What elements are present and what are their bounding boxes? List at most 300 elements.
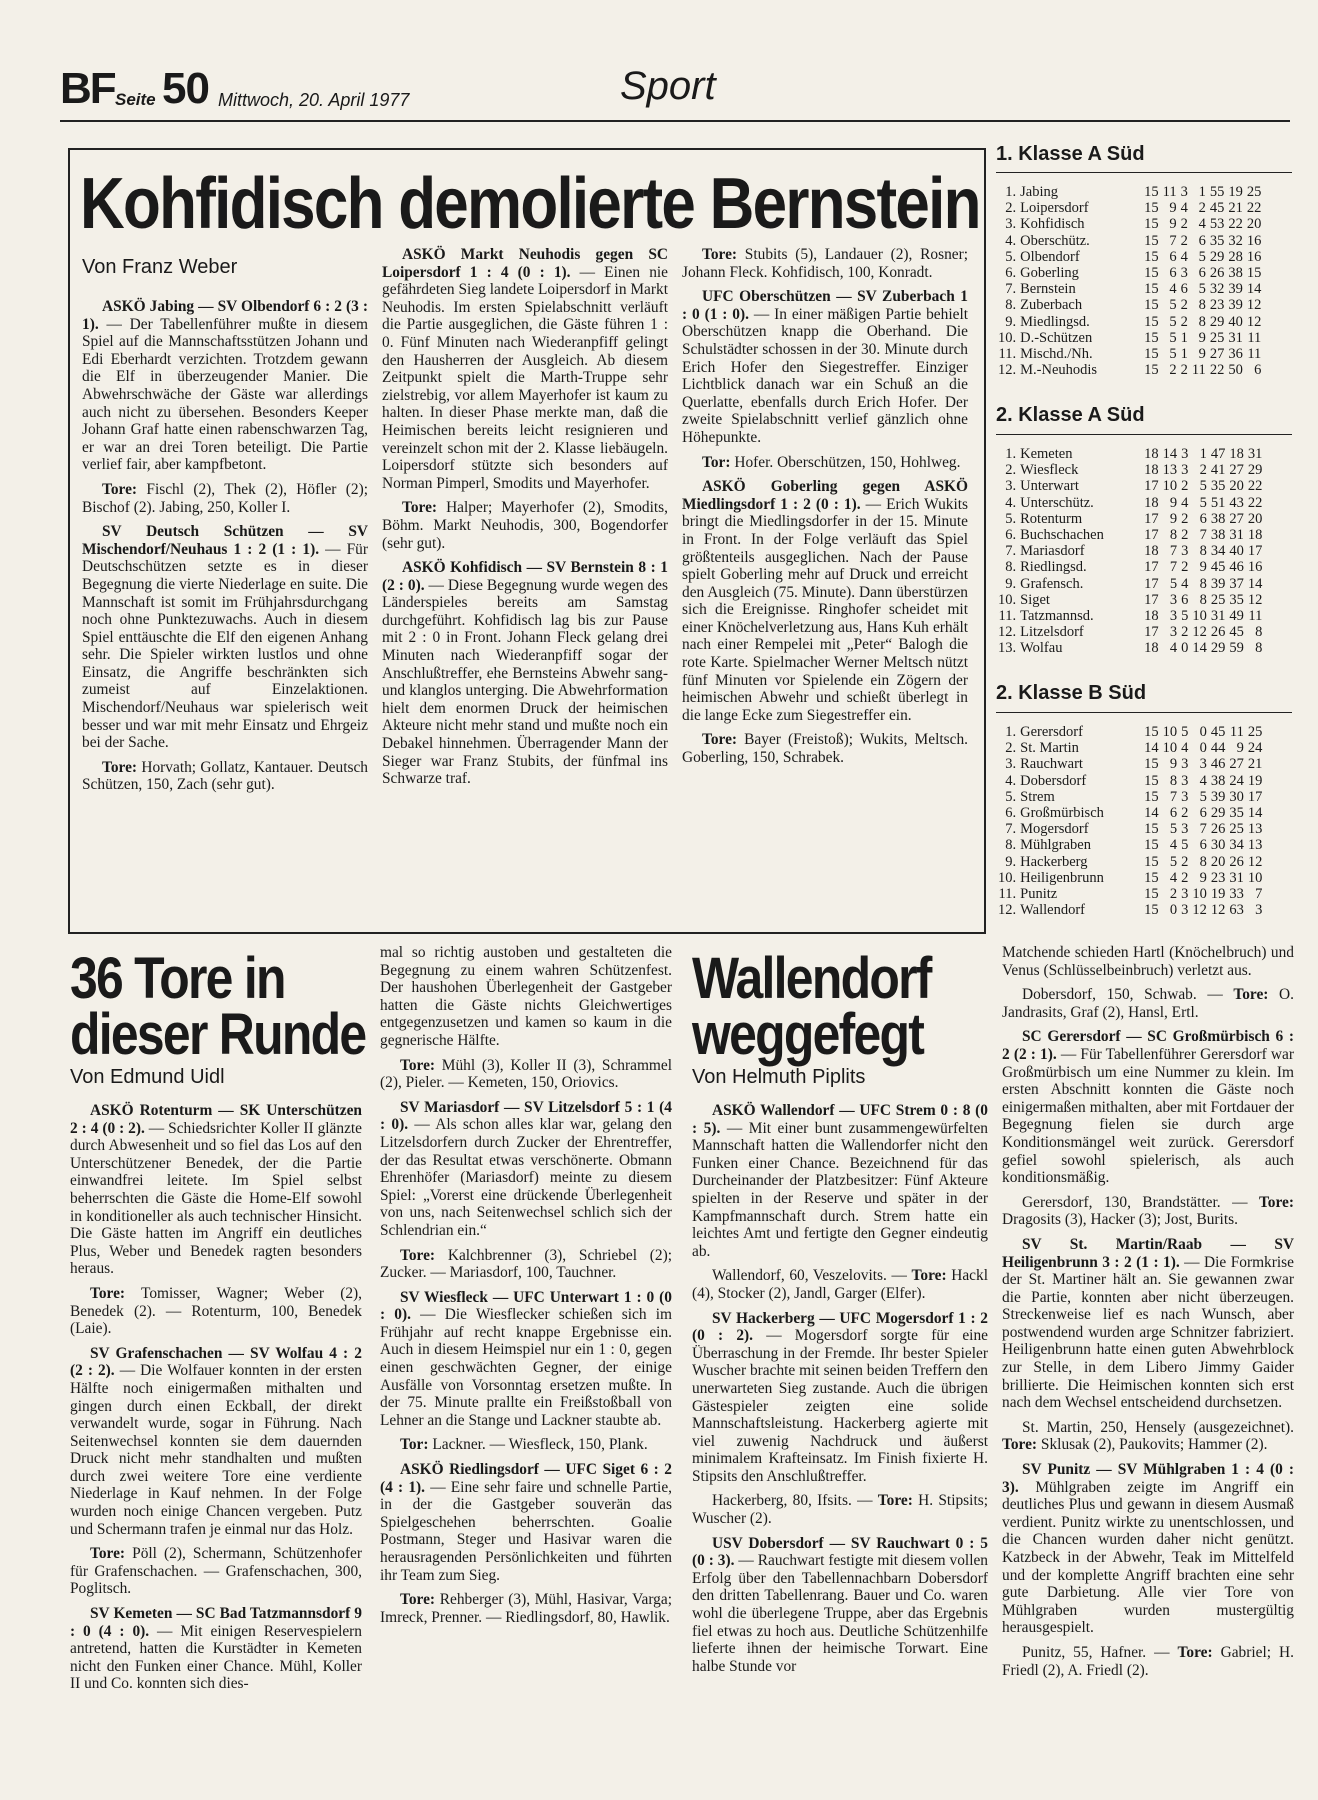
paragraph	[1002, 986, 1294, 1021]
cell-team: Gerersdorf	[1020, 724, 1083, 740]
cell-goals-for: 38	[1210, 772, 1226, 789]
cell-won: 5	[1169, 346, 1177, 363]
table-row	[996, 216, 1263, 232]
cell-won: 3	[1169, 624, 1178, 641]
table-row	[996, 297, 1263, 313]
byline-edmund-uidl: Von Edmund Uidl	[70, 1066, 225, 1088]
cell-lost: 3	[1199, 756, 1207, 773]
table-row	[996, 740, 1264, 756]
cell-goals-against: 19	[1228, 184, 1243, 200]
cell-played: 15	[1144, 821, 1159, 838]
paragraph-text: Mühl (3), Koller II (3), Schrammel (2), Pieler. — Kemeten, 150, Oriovics.	[380, 1056, 672, 1092]
cell-played: 15	[1144, 346, 1159, 363]
cell-lost: 10	[1192, 608, 1207, 625]
paragraph-text: Hofer. Oberschützen, 150, Hohlweg.	[730, 453, 961, 471]
table-row	[996, 265, 1263, 281]
paragraph	[380, 1099, 672, 1240]
cell-goals-for: 47	[1210, 446, 1226, 462]
cell-played: 15	[1144, 772, 1159, 789]
cell-played: 15	[1144, 837, 1159, 854]
table-1-klasse-a-sued	[996, 184, 1263, 378]
table-row	[996, 886, 1264, 902]
paragraph-text: — In einer mäßigen Partie behielt Oberschützen knapp die Oberhand. Die Schulstädter schossen in der 30. Minute durch Erich Hofer den Siegestreffer. Einziger Lichtblick danach war ein Schuß an die Querlatte, ebenfalls durch Erich Hofer. Der zweite Spielabschnitt verlief gänzlich ohne Höhepunkte.	[682, 305, 968, 446]
cell-rank: 3.	[1005, 478, 1017, 495]
cell-played: 15	[1144, 724, 1159, 740]
cell-team: Goberling	[1020, 265, 1079, 282]
cell-goals-for: 29	[1209, 248, 1225, 265]
cell-goals-for: 51	[1210, 494, 1226, 511]
cell-goals-against: 46	[1229, 559, 1244, 576]
cell-rank: 12.	[998, 902, 1017, 919]
paragraph-tail-lead: Tore:	[877, 1492, 913, 1510]
table-row	[996, 608, 1264, 624]
paragraph-lead: Tor:	[702, 453, 731, 471]
table-row	[996, 478, 1264, 494]
cell-points: 11	[1248, 608, 1263, 625]
paragraph-lead: Tore:	[400, 1591, 436, 1609]
cell-lost: 8	[1198, 297, 1206, 314]
cell-points: 17	[1247, 543, 1263, 560]
paragraph-text: Hackerberg, 80, Ifsits. —	[712, 1492, 878, 1510]
cell-played: 15	[1144, 886, 1159, 903]
paragraph-lead: ASKÖ Riedlingsdorf — UFC Siget 6 : 2 (4 : 1).	[380, 1461, 672, 1496]
cell-lost: 9	[1199, 559, 1207, 576]
cell-points: 24	[1247, 740, 1263, 757]
cell-team: M.-Neuhodis	[1020, 362, 1098, 379]
paragraph-tail-lead: Tore:	[1177, 1643, 1213, 1661]
cell-won: 9	[1169, 216, 1177, 233]
cell-lost: 6	[1199, 837, 1207, 854]
paragraph-lead: ASKÖ Jabing — SV Olbendorf 6 : 2 (3 : 1).	[82, 298, 368, 333]
cell-won: 9	[1169, 756, 1178, 773]
cell-points: 8	[1255, 640, 1263, 657]
header-rule	[60, 120, 1290, 122]
cell-won: 5	[1169, 329, 1177, 346]
cell-rank: 4.	[1005, 772, 1017, 789]
cell-goals-for: 12	[1210, 902, 1226, 919]
paragraph	[382, 499, 668, 552]
cell-goals-against: 9	[1236, 740, 1244, 757]
cell-points: 11	[1247, 329, 1262, 346]
cell-lost: 6	[1198, 265, 1206, 282]
cell-lost: 5	[1199, 788, 1207, 805]
cell-drawn: 0	[1181, 640, 1189, 657]
cell-goals-against: 36	[1228, 346, 1243, 363]
paragraph	[692, 1102, 988, 1260]
cell-points: 14	[1247, 805, 1263, 822]
cell-points: 12	[1246, 297, 1262, 314]
cell-points: 7	[1255, 886, 1263, 903]
cell-rank: 5.	[1005, 248, 1017, 265]
cell-goals-for: 23	[1210, 869, 1226, 886]
headline-36-tore-line2: dieser Runde	[70, 1002, 366, 1067]
cell-played: 15	[1144, 297, 1159, 314]
cell-goals-against: 31	[1229, 527, 1244, 544]
paragraph-lead: SV St. Martin/Raab — SV Heiligenbrunn 3 : 2 (1 : 1).	[1002, 1235, 1294, 1271]
cell-won: 7	[1169, 543, 1178, 560]
paragraph-text: — Die Wiesflecker schießen sich im Frühjahr auf recht knappe Ergebnisse ein. Auch in diesem Heimspiel nur ein 1 : 0, gegen einen geschwächten Gegner, der einige Ausfälle von Vorsonntag ersetzen mußte. In der 75. Minute prallte ein Freißstoßball von Lehner an die Stange und Lackner staubte ab.	[380, 1306, 672, 1429]
paragraph-text: — Die Wolfauer konnten in der ersten Hälfte noch einigermaßen mithalten und gingen durch einen Eckball, der direkt verwandelt wurde, sogar in Führung. Nach Seitenwechsel konnten sie dem dauernden Druck nicht mehr standhalten und mußten durch zwei weitere Tore eine verdiente Niederlage in Kauf nehmen. In der Folge wurden noch einige Chancen vergeben. Putz und Schermann trafen je einmal nur das Holz.	[70, 1362, 362, 1538]
cell-drawn: 2	[1181, 478, 1189, 495]
cell-drawn: 3	[1181, 446, 1189, 462]
cell-team: Rauchwart	[1020, 756, 1083, 773]
paragraph	[70, 1102, 362, 1278]
headline-wallendorf-line1: Wallendorf	[692, 946, 931, 1011]
cell-goals-for: 29	[1210, 640, 1226, 657]
table-row	[996, 576, 1264, 592]
paper-logo: BF	[60, 64, 115, 113]
paragraph-text: — Die Formkrise der St. Martiner hält an. Sie gewannen zwar die Partie, konnten aber nicht überzeugen. Streckenweise lief es nach Wunsch, aber postwendend wurden arge Schnitzer fabriziert. Heiligenbrunn hatte einen guten Abwehrblock zur Stelle, in dem Libero Jimmy Gaider brillierte. Die Heimischen konnten sich erst nach dem Wechsel entscheidend durchsetzen.	[1002, 1253, 1294, 1412]
cell-played: 17	[1144, 559, 1159, 576]
cell-goals-for: 22	[1209, 362, 1225, 379]
cell-points: 14	[1247, 575, 1263, 592]
cell-team: St. Martin	[1020, 740, 1079, 757]
cell-drawn: 4	[1180, 200, 1188, 217]
cell-points: 16	[1246, 232, 1262, 249]
paragraph-tail-lead: Tore:	[1233, 986, 1269, 1004]
paragraph-text: Dobersdorf, 150, Schwab. —	[1022, 986, 1234, 1004]
paragraph-lead: SV Punitz — SV Mühlgraben 1 : 4 (0 : 3).	[1002, 1461, 1294, 1496]
cell-rank: 11.	[998, 346, 1017, 363]
cell-lost: 9	[1199, 869, 1207, 886]
cell-won: 7	[1169, 559, 1178, 576]
cell-goals-for: 26	[1210, 624, 1226, 641]
cell-won: 6	[1169, 248, 1177, 265]
article1-column-3	[682, 246, 968, 774]
cell-drawn: 2	[1180, 362, 1188, 379]
cell-drawn: 6	[1180, 281, 1188, 298]
byline-helmuth-piplits: Von Helmuth Piplits	[692, 1066, 866, 1088]
cell-lost: 8	[1199, 853, 1207, 870]
cell-drawn: 2	[1181, 624, 1189, 641]
cell-team: Mariasdorf	[1020, 543, 1085, 560]
cell-lost: 5	[1198, 281, 1206, 298]
paragraph-tail-lead: Tore:	[911, 1267, 947, 1285]
cell-drawn: 3	[1181, 821, 1189, 838]
cell-played: 15	[1144, 313, 1159, 330]
cell-drawn: 4	[1181, 575, 1189, 592]
table-2-klasse-b-sued	[996, 724, 1264, 918]
cell-rank: 7.	[1005, 821, 1017, 838]
cell-lost: 2	[1199, 462, 1207, 479]
cell-lost: 7	[1199, 527, 1207, 544]
cell-rank: 12.	[998, 624, 1017, 641]
paragraph-text: Fischl (2), Thek (2), Höfler (2); Bischof (2). Jabing, 250, Koller I.	[82, 480, 368, 516]
cell-lost: 9	[1198, 329, 1206, 346]
table-row	[996, 624, 1264, 640]
cell-team: Unterwart	[1020, 478, 1079, 495]
paragraph	[380, 1436, 672, 1454]
cell-points: 12	[1247, 853, 1263, 870]
cell-rank: 4.	[1005, 494, 1017, 511]
cell-drawn: 3	[1180, 184, 1188, 200]
cell-goals-against: 25	[1229, 821, 1244, 838]
cell-rank: 11.	[998, 608, 1017, 625]
cell-goals-against: 26	[1229, 853, 1244, 870]
paragraph-lead: ASKÖ Wallendorf — UFC Strem 0 : 8 (0 : 5).	[692, 1102, 988, 1137]
cell-played: 18	[1144, 494, 1159, 511]
paragraph-text: — Mit einer bunt zusammengewürfelten Mannschaft hatten die Wallendorfer nicht den Funken einer Chance. Bezeichnend für das Durcheinander der Platzbesitzer: Fünf Akteure spielten in der Reserve und später in der Kampfmannschaft durch. Strem hatte ein leichtes Amt und fertigte den Gegner eindeutig ab.	[692, 1119, 988, 1260]
paragraph	[380, 1289, 672, 1430]
cell-won: 3	[1169, 608, 1178, 625]
cell-played: 18	[1144, 543, 1159, 560]
paragraph	[382, 559, 668, 788]
cell-goals-against: 30	[1229, 788, 1244, 805]
paragraph	[380, 1591, 672, 1626]
paragraph-text: — Rauchwart festigte mit diesem vollen Erfolg über den Tabellennachbarn Dobersdorf den dritten Tabellenrang. Bauer und Co. waren wohl die überlegene Truppe, aber das Ergebnis fiel etwas zu hoch aus. Deutliche Schützenhilfe lieferte ihnen der heimische Torwart. Eine halbe Stunde vor	[692, 1552, 989, 1675]
cell-goals-for: 55	[1209, 184, 1225, 200]
cell-drawn: 3	[1180, 265, 1188, 282]
cell-drawn: 3	[1181, 886, 1189, 903]
cell-goals-against: 20	[1229, 478, 1244, 495]
article2-column-1	[70, 1102, 362, 1700]
table-row	[996, 870, 1264, 886]
cell-drawn: 2	[1180, 216, 1188, 233]
cell-points: 14	[1246, 281, 1262, 298]
cell-goals-against: 31	[1228, 329, 1243, 346]
cell-won: 4	[1169, 640, 1178, 657]
paragraph	[1002, 1644, 1294, 1679]
cell-goals-for: 45	[1210, 559, 1226, 576]
cell-lost: 5	[1198, 248, 1206, 265]
paragraph-text: Horvath; Gollatz, Kantauer. Deutsch Schützen, 150, Zach (sehr gut).	[82, 758, 368, 794]
paragraph-lead: Tore:	[102, 758, 138, 776]
headline-wallendorf-line2: weggefegt	[692, 1002, 924, 1067]
paragraph-text: Pöll (2), Schermann, Schützenhofer für Grafenschachen. — Grafenschachen, 300, Poglitsch.	[70, 1545, 362, 1598]
cell-played: 15	[1144, 329, 1159, 346]
article1-column-1	[82, 298, 368, 801]
cell-team: Wallendorf	[1020, 902, 1085, 919]
cell-goals-against: 27	[1229, 756, 1244, 773]
cell-drawn: 2	[1180, 232, 1188, 249]
cell-played: 15	[1144, 184, 1159, 200]
cell-drawn: 5	[1181, 608, 1189, 625]
cell-won: 5	[1169, 821, 1178, 838]
table-2-klasse-a-sued	[996, 446, 1264, 657]
paragraph	[692, 1310, 988, 1486]
cell-played: 17	[1144, 510, 1159, 527]
paragraph	[82, 523, 368, 752]
cell-team: Buchschachen	[1020, 527, 1104, 544]
cell-won: 13	[1162, 462, 1178, 479]
cell-rank: 2.	[1005, 200, 1017, 217]
paragraph	[682, 246, 968, 281]
paragraph-text: Gerersdorf, 130, Brandstätter. —	[1022, 1193, 1259, 1211]
cell-rank: 5.	[1005, 788, 1017, 805]
cell-rank: 10.	[998, 329, 1017, 346]
table-row	[996, 527, 1264, 543]
cell-points: 29	[1247, 462, 1263, 479]
cell-goals-for: 26	[1210, 821, 1226, 838]
cell-played: 17	[1144, 591, 1159, 608]
cell-goals-for: 45	[1209, 200, 1225, 217]
paragraph-lead: SV Kemeten — SC Bad Tatzmannsdorf 9 : 0 (4 : 0).	[70, 1605, 362, 1640]
cell-lost: 12	[1192, 902, 1207, 919]
article1-column-2	[382, 246, 668, 795]
cell-goals-for: 25	[1210, 591, 1226, 608]
cell-won: 11	[1162, 184, 1177, 200]
paragraph	[682, 288, 968, 446]
cell-goals-against: 28	[1228, 248, 1243, 265]
cell-lost: 11	[1191, 362, 1206, 379]
cell-rank: 6.	[1005, 527, 1017, 544]
cell-played: 14	[1144, 805, 1159, 822]
cell-goals-against: 35	[1229, 805, 1244, 822]
cell-points: 25	[1246, 184, 1262, 200]
cell-goals-against: 35	[1229, 591, 1244, 608]
paragraph-text: — Einen nie gefährdeten Sieg landete Loipersdorf in Markt Neuhodis. Im ersten Spielabschnitt verläuft die Partie ausgeglichen, die Gäste führen 1 : 0. Fünf Minuten nach Wiederanpfiff gelingt den Hausherren der Ausgleich. Ab diesem Zeitpunkt spielt die Marth-Truppe sehr zielstrebig, vor allem Mayerhofer ist kaum zu halten. In dieser Phase merkte man, daß die Heimischen bereits leicht resignieren und vereinzelt schon mit der 2. Klasse liebäugeln. Loipersdorf stützte sich besonders auf Norman Pimperl, Smodits und Mayerhofer.	[382, 263, 668, 492]
cell-rank: 8.	[1005, 837, 1017, 854]
cell-lost: 4	[1199, 772, 1207, 789]
cell-rank: 3.	[1005, 756, 1017, 773]
table-row	[996, 184, 1263, 200]
cell-team: Riedlingsd.	[1020, 559, 1087, 576]
paragraph	[1002, 1028, 1294, 1186]
cell-team: Zuberbach	[1020, 297, 1083, 314]
cell-team: Mischd./Nh.	[1020, 346, 1093, 363]
paragraph-text: — Diese Begegnung wurde wegen des Länderspieles bereits am Samstag durchgeführt. Kohfidisch lag bis zur Pause mit 2 : 0 in Front. Johann Fleck gelang drei Minuten nach Wiederanpfiff sogar der Anschlußtreffer, ehe Bernsteins Abwehr sang- und klanglos unterging. Die Abwehrformation hielt dem enormen Druck der heimischen Akteure nicht mehr stand und mußte noch ein Debakel hinnehmen. Überragender Mann der Sieger war Franz Stubits, der fünfmal ins Schwarze traf.	[382, 576, 669, 788]
cell-drawn: 6	[1181, 591, 1189, 608]
table-row	[996, 805, 1264, 821]
cell-lost: 9	[1198, 346, 1206, 363]
cell-goals-for: 31	[1210, 608, 1226, 625]
paragraph	[692, 1535, 988, 1676]
paragraph-lead: Tore:	[400, 1246, 436, 1264]
paragraph-tail: O. Jandrasits, Graf (2), Hansl, Ertl.	[1002, 986, 1294, 1021]
cell-goals-for: 45	[1210, 724, 1226, 740]
cell-goals-against: 59	[1229, 640, 1244, 657]
cell-team: Siget	[1020, 591, 1050, 608]
cell-rank: 5.	[1005, 510, 1017, 527]
cell-goals-against: 21	[1228, 200, 1243, 217]
paragraph-lead: SV Grafenschachen — SV Wolfau 4 : 2 (2 : 2).	[70, 1344, 362, 1380]
paragraph	[682, 731, 968, 766]
cell-points: 16	[1247, 559, 1263, 576]
cell-played: 18	[1144, 640, 1159, 657]
cell-drawn: 5	[1181, 837, 1189, 854]
paragraph-text: — Als schon alles klar war, gelang den Litzelsdorfern durch Zucker der Ehrentreffer, der das Resultat etwas verschönerte. Obmann Ehrenhöfer (Mariasdorf) meinte zu diesem Spiel: „Vorerst eine drückende Überlegenheit von uns, nach Seitenwechsel schlich sich der Schlendrian ein.“	[380, 1116, 672, 1239]
cell-goals-against: 49	[1229, 608, 1244, 625]
cell-team: Litzelsdorf	[1020, 624, 1084, 641]
cell-lost: 1	[1199, 446, 1207, 462]
cell-won: 10	[1162, 478, 1178, 495]
cell-team: Strem	[1020, 788, 1055, 805]
table-row	[996, 330, 1263, 346]
cell-team: Mühlgraben	[1020, 837, 1091, 854]
cell-played: 14	[1144, 740, 1159, 757]
cell-played: 17	[1144, 624, 1159, 641]
cell-rank: 3.	[1005, 216, 1017, 233]
paragraph	[692, 1267, 988, 1302]
paragraph	[82, 481, 368, 516]
paragraph-text: Bayer (Freistoß); Wukits, Meltsch. Goberling, 150, Schrabek.	[682, 731, 968, 767]
paragraph-text: Kalchbrenner (3), Schriebel (2); Zucker. — Mariasdorf, 100, Tauchner.	[380, 1246, 672, 1282]
cell-points: 19	[1247, 772, 1263, 789]
paragraph-lead: Tore:	[400, 1056, 436, 1074]
paragraph	[1002, 1194, 1294, 1229]
cell-goals-against: 39	[1228, 297, 1243, 314]
paragraph-lead: USV Dobersdorf — SV Rauchwart 0 : 5 (0 : 3).	[692, 1534, 988, 1570]
cell-goals-for: 41	[1210, 462, 1226, 479]
cell-lost: 8	[1198, 313, 1206, 330]
cell-team: Heiligenbrunn	[1020, 869, 1104, 886]
table-row	[996, 902, 1264, 918]
cell-drawn: 2	[1181, 527, 1189, 544]
cell-points: 21	[1247, 756, 1263, 773]
paragraph-lead: Tore:	[102, 480, 138, 498]
paragraph	[380, 1461, 672, 1584]
cell-goals-for: 39	[1210, 788, 1226, 805]
paragraph-tail: Gabriel; H. Friedl (2), A. Friedl (2).	[1002, 1643, 1294, 1679]
cell-drawn: 2	[1180, 313, 1188, 330]
cell-played: 15	[1144, 216, 1159, 233]
article3-column-2	[1002, 944, 1294, 1686]
cell-rank: 9.	[1005, 313, 1017, 330]
cell-won: 14	[1162, 446, 1178, 462]
paragraph-lead: SV Wiesfleck — UFC Unterwart 1 : 0 (0 : 0).	[380, 1288, 672, 1324]
cell-goals-for: 44	[1210, 740, 1226, 757]
cell-team: Hackerberg	[1020, 853, 1088, 870]
paragraph	[380, 944, 672, 1050]
cell-won: 0	[1169, 902, 1178, 919]
cell-goals-for: 26	[1209, 265, 1225, 282]
cell-rank: 6.	[1005, 805, 1017, 822]
paragraph-text: — Schiedsrichter Koller II glänzte durch Abwesenheit und so fiel das Los auf den Unterschützener Benedek, der die Partie einwandfrei leitete. Im Spiel selbst beherrschten die Gäste die Home-Elf sowohl in konditioneller als auch technischer Hinsicht. Die Gäste hatten im Angriff ein deutliches Plus, Weber und Benedek ragten besonders heraus.	[70, 1119, 363, 1278]
table-row	[996, 362, 1263, 378]
cell-team: Grafensch.	[1020, 575, 1084, 592]
paragraph	[1002, 1461, 1294, 1637]
cell-team: Jabing	[1020, 184, 1058, 200]
cell-goals-against: 50	[1228, 362, 1243, 379]
table-row	[996, 756, 1264, 772]
paragraph-text: — Für Deutschschützen setzte es in dieser Begegnung die vierte Niederlage en suite. Die Mannschaft ist somit im Frühjahrsdurchgang noch ohne Punktezuwachs. Auch in diesem Spiel enttäuschte die Elf den eigenen Anhang sehr. Die Spieler wirkten lustlos und ohne Einsatz, die Angriffe beschränkten sich zumeist auf Einzelaktionen. Mischendorf/Neuhaus war spielerisch weit besser und war mit mehr Einsatz und Ehrgeiz bei der Sache.	[82, 540, 368, 752]
cell-drawn: 3	[1181, 543, 1189, 560]
table-row	[996, 543, 1264, 559]
cell-points: 22	[1246, 200, 1262, 217]
masthead	[60, 60, 1060, 120]
cell-rank: 2.	[1005, 462, 1017, 479]
cell-won: 8	[1169, 527, 1178, 544]
cell-points: 3	[1255, 902, 1263, 919]
section-title: Sport	[620, 64, 716, 108]
cell-won: 5	[1169, 575, 1178, 592]
paragraph-text: Mühlgraben zeigte im Angriff ein deutliches Plus und gewann in diesem Ausmaß verdient. Punitz wirkte zu unentschlossen, und die Chancen wurden daher nicht genützt. Katzbeck in der Abwehr, Teak im Mittelfeld und der komplette Angriff brachten eine sehr gute Darbietung. Alle vier Tore von Mühlgraben wurden mustergültig herausgespielt.	[1002, 1478, 1294, 1637]
cell-goals-against: 63	[1229, 902, 1244, 919]
cell-rank: 8.	[1005, 559, 1017, 576]
paragraph-text: Halper; Mayerhofer (2), Smodits, Böhm. Markt Neuhodis, 300, Bogendorfer (sehr gut).	[382, 499, 668, 552]
table-row	[996, 724, 1264, 740]
cell-played: 17	[1144, 527, 1159, 544]
cell-goals-against: 33	[1229, 886, 1244, 903]
cell-goals-against: 43	[1229, 494, 1244, 511]
cell-team: Wiesfleck	[1020, 462, 1079, 479]
table-row	[996, 346, 1263, 362]
cell-won: 2	[1169, 886, 1178, 903]
paragraph-tail: H. Stipsits; Wuscher (2).	[692, 1492, 988, 1528]
cell-goals-against: 37	[1229, 575, 1244, 592]
cell-drawn: 2	[1181, 559, 1189, 576]
cell-rank: 10.	[998, 869, 1017, 886]
paragraph	[70, 1345, 362, 1539]
cell-goals-for: 32	[1209, 281, 1225, 298]
cell-team: D.-Schützen	[1020, 329, 1093, 346]
table-2-klasse-b-sued-title: 2. Klasse B Süd	[996, 682, 1147, 704]
cell-team: Wolfau	[1020, 640, 1063, 657]
cell-goals-for: 53	[1209, 216, 1225, 233]
table-row	[996, 773, 1264, 789]
issue-date: Mittwoch, 20. April 1977	[218, 90, 410, 110]
table-row	[996, 511, 1264, 527]
